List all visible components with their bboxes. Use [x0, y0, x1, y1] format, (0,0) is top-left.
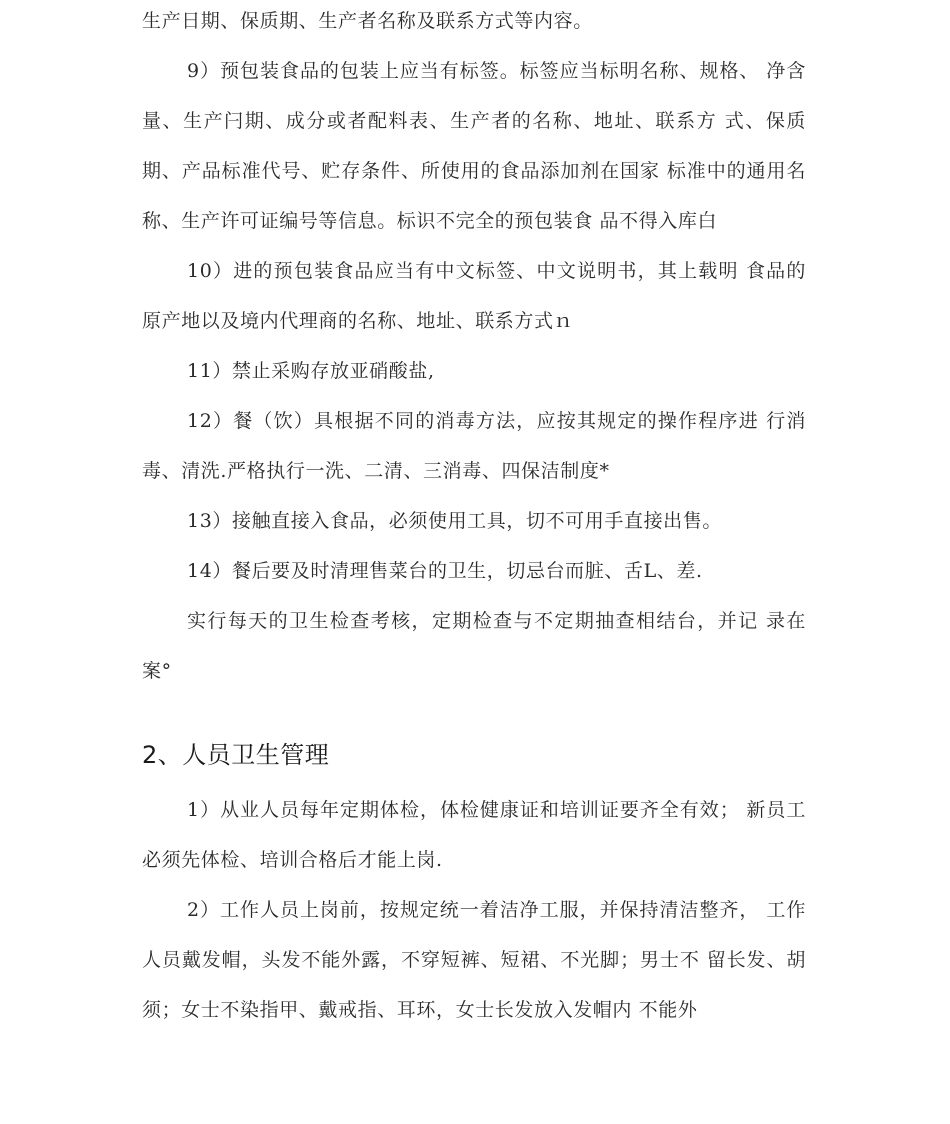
paragraph-item-12: 12）餐（饮）具根据不同的消毒方法，应按其规定的操作程序进 行消毒、清洗.严格执行一洗、二清、三消毒、四保洁制度* [142, 410, 806, 482]
paragraph-continuation: 生产日期、保质期、生产者名称及联系方式等内容。 [142, 10, 593, 32]
paragraph-staff-item-2: 2）工作人员上岗前，按规定统一着洁净工服，并保持清洁整齐， 工作人员戴发帽，头发不能外露，不穿短裤、短裙、不光脚；男士不 留长发、胡须；女士不染指甲、戴戒指、耳环，女士长发放入发帽内 不能外 [142, 899, 806, 1021]
paragraph-item-14: 14）餐后要及时清理售菜台的卫生，切忌台而脏、舌L、差. [187, 560, 703, 582]
paragraph-item-10: 10）进的预包装食品应当有中文标签、中文说明书，其上载明 食品的原产地以及境内代理商的名称、地址、联系方式ｎ [142, 260, 806, 332]
document-page [142, 0, 806, 1035]
paragraph-staff-item-1: 1）从业人员每年定期体检，体检健康证和培训证要齐全有效； 新员工必须先体检、培训合格后才能上岗. [142, 799, 806, 871]
section-heading: 2、人员卫生管理 [142, 741, 330, 769]
paragraph-item-9: 9）预包装食品的包装上应当有标签。标签应当标明名称、规格、 净含量、生产闩期、成分或者配料表、生产者的名称、地址、联系方 式、保质期、产品标准代号、贮存条件、所使用的食品添加剂在国家 标准中的通用名称、生产许可证编号等信息。标识不完全的预包装食 品不得入库白 [142, 60, 806, 232]
paragraph-inspection: 实行每天的卫生检查考核，定期检查与不定期抽查相结台，并记 录在案° [142, 610, 806, 682]
paragraph-item-11: 11）禁止采购存放亚硝酸盐, [187, 360, 435, 382]
paragraph-item-13: 13）接触直接入食品，必须使用工具，切不可用手直接出售。 [187, 510, 722, 532]
